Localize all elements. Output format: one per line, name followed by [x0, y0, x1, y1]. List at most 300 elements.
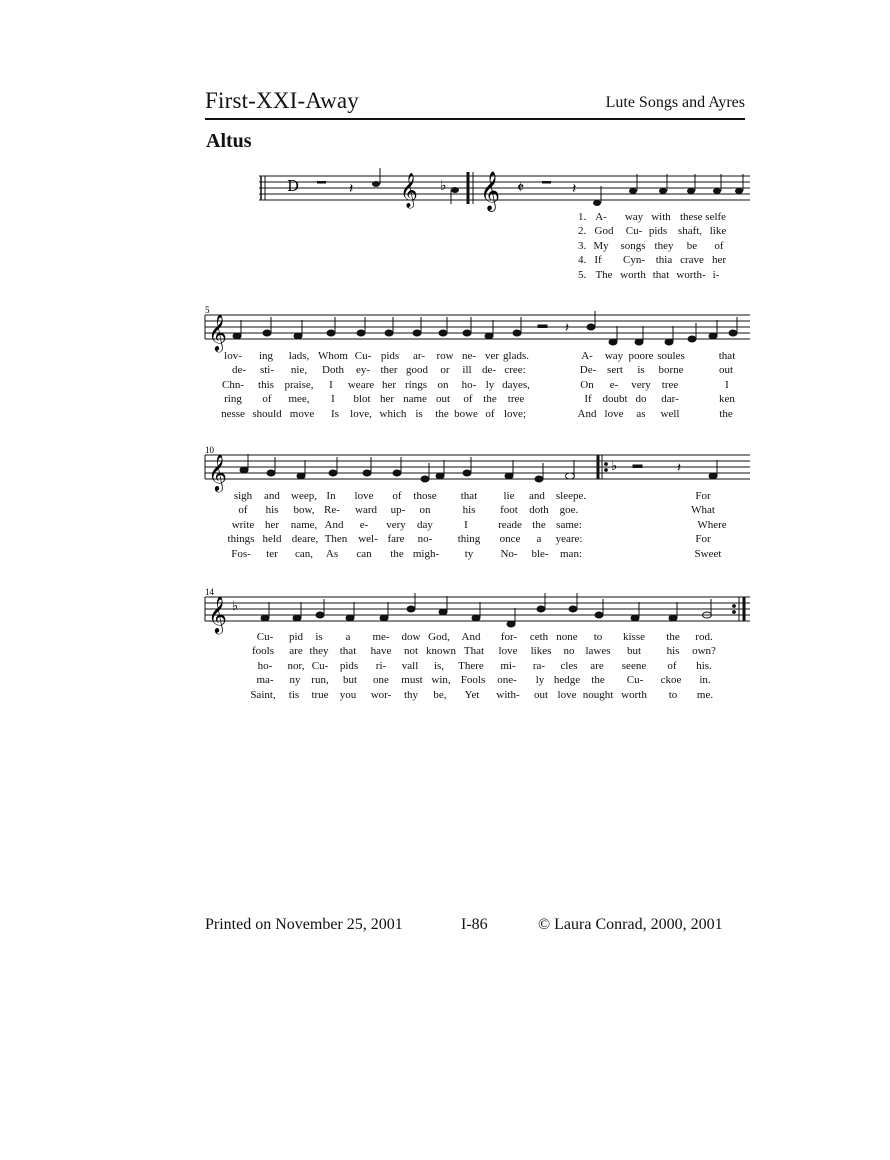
- lyric-syllable: love: [498, 645, 518, 658]
- lyric-syllable: doubt: [602, 393, 628, 406]
- lyric-syllable: dow: [401, 631, 421, 643]
- note: [735, 188, 743, 194]
- time-signature: 𝄵: [517, 178, 525, 197]
- treble-clef-icon: 𝄞: [480, 171, 501, 211]
- lyric-syllable: love: [604, 407, 624, 420]
- lyric-syllable: And: [461, 631, 481, 643]
- lyrics-system-1: [578, 210, 748, 282]
- lyric-syllable: seene: [621, 659, 647, 672]
- lyric-syllable: De-: [579, 364, 597, 377]
- lyric-syllable: ver: [484, 350, 500, 362]
- lyric-syllable: nor,: [287, 659, 305, 672]
- lyric-syllable: pids: [339, 659, 359, 672]
- lyric-syllable: with: [651, 211, 671, 223]
- lyric-syllable: me.: [696, 688, 714, 701]
- lyric-syllable: ring: [224, 393, 242, 406]
- lyric-syllable: very: [386, 518, 406, 531]
- lyric-syllable: once: [499, 533, 521, 546]
- lyric-syllable: glads.: [503, 350, 529, 362]
- part-name: Altus: [206, 130, 252, 152]
- note: [451, 187, 459, 193]
- lyric-syllable: of: [485, 407, 495, 420]
- lyric-syllable: very: [631, 378, 651, 391]
- lyric-syllable: have: [370, 645, 392, 658]
- verse-line: [203, 392, 750, 406]
- verse-line: [578, 268, 748, 282]
- verse-line: [203, 659, 750, 673]
- lyric-syllable: be: [686, 239, 698, 252]
- quarter-rest: 𝄽: [677, 461, 681, 476]
- footer-copyright: © Laura Conrad, 2000, 2001: [538, 916, 723, 933]
- quarter-rest: 𝄽: [565, 321, 569, 336]
- lyric-syllable: write: [231, 518, 255, 531]
- lyric-syllable: of: [714, 239, 724, 252]
- lyric-syllable: out: [718, 364, 734, 377]
- verse-line: [578, 253, 748, 267]
- lyric-syllable: Cu-: [256, 631, 274, 643]
- lyric-syllable: And: [324, 518, 344, 531]
- lyric-syllable: soules: [657, 350, 685, 362]
- lyric-syllable: lawes: [585, 645, 611, 658]
- treble-clef-icon: 𝄞: [208, 453, 227, 491]
- lyric-syllable: If: [594, 254, 602, 267]
- lyric-syllable: ken: [719, 393, 735, 406]
- verse-number: 4.: [578, 254, 587, 267]
- lyric-syllable: The: [595, 268, 613, 281]
- verse-line: [203, 630, 750, 644]
- lyric-syllable: of: [667, 659, 677, 672]
- measure-number: 5: [205, 305, 210, 315]
- verse-number: 5.: [578, 268, 587, 281]
- collection-title: Lute Songs and Ayres: [605, 94, 745, 111]
- lyric-syllable: goe.: [559, 504, 579, 517]
- lyric-syllable: Where: [697, 518, 727, 531]
- lyric-syllable: lads,: [288, 350, 310, 362]
- lyric-syllable: of: [262, 393, 272, 406]
- lyric-syllable: foot: [500, 504, 518, 517]
- lyric-syllable: name,: [290, 518, 318, 531]
- mensuration-sign: D: [287, 177, 300, 195]
- lyric-syllable: In: [326, 490, 336, 502]
- lyric-syllable: If: [584, 393, 592, 406]
- lyric-syllable: worth: [620, 268, 646, 281]
- lyric-syllable: tree: [507, 393, 525, 406]
- lyric-syllable: Chn-: [222, 378, 244, 391]
- lyric-syllable: I: [329, 378, 333, 391]
- staff-lines: [259, 176, 750, 200]
- note: [593, 200, 601, 206]
- lyric-syllable: ceth: [529, 631, 549, 643]
- lyric-syllable: What: [691, 504, 715, 517]
- lyric-syllable: are: [590, 659, 604, 672]
- lyric-syllable: must: [401, 674, 423, 687]
- lyric-syllable: one-: [497, 674, 517, 687]
- lyric-syllable: wor-: [370, 688, 392, 701]
- lyric-syllable: ly: [485, 378, 495, 391]
- staff-lines: [205, 315, 750, 339]
- lyric-syllable: out: [533, 688, 549, 701]
- lyric-syllable: I: [725, 378, 729, 391]
- lyric-syllable: sigh: [233, 490, 253, 502]
- lyric-syllable: ho-: [257, 659, 273, 672]
- lyric-syllable: mi-: [500, 659, 516, 672]
- lyric-syllable: Re-: [324, 504, 340, 517]
- lyric-syllable: Cu-: [354, 350, 372, 362]
- verse-line: [203, 644, 750, 658]
- lyric-syllable: For: [695, 490, 711, 502]
- lyric-syllable: dayes,: [502, 378, 530, 391]
- lyric-syllable: As: [325, 547, 339, 560]
- lyric-syllable: they: [654, 239, 674, 252]
- lyric-syllable: ckoe: [660, 674, 682, 687]
- lyric-syllable: de-: [231, 364, 247, 377]
- lyric-syllable: That: [463, 645, 485, 658]
- lyric-syllable: praise,: [284, 378, 314, 391]
- lyric-syllable: the: [666, 631, 680, 643]
- lyric-syllable: ne-: [461, 350, 477, 362]
- lyric-syllable: things: [227, 533, 255, 546]
- lyric-syllable: ny: [289, 674, 301, 687]
- lyric-syllable: this: [258, 378, 274, 391]
- lyric-syllable: but: [342, 674, 358, 687]
- verse-number: 3.: [578, 239, 587, 252]
- lyric-syllable: way: [604, 350, 624, 362]
- lyric-syllable: ble-: [531, 547, 549, 560]
- lyric-syllable: yeare:: [555, 533, 583, 546]
- lyric-syllable: own?: [692, 645, 716, 658]
- rest: [317, 181, 326, 184]
- flat-icon: ♭: [611, 459, 618, 474]
- lyric-syllable: ra-: [532, 659, 546, 672]
- lyric-syllable: love: [557, 688, 577, 701]
- lyric-syllable: they: [309, 645, 329, 658]
- lyric-syllable: doth: [529, 504, 549, 517]
- lyric-syllable: but: [626, 645, 642, 658]
- lyric-syllable: Then: [324, 533, 348, 546]
- lyric-syllable: that: [652, 268, 670, 281]
- lyric-syllable: out: [435, 393, 451, 406]
- lyric-syllable: his: [265, 504, 279, 517]
- footer-page-number: I-86: [461, 916, 488, 933]
- lyric-syllable: A-: [581, 350, 593, 362]
- lyric-syllable: and: [529, 490, 545, 502]
- music-staff-system-2: [203, 303, 750, 351]
- lyric-syllable: you: [339, 688, 357, 701]
- note: [713, 188, 721, 194]
- lyric-syllable: her: [264, 518, 280, 531]
- lyric-syllable: Fools: [460, 674, 486, 687]
- lyric-syllable: A-: [595, 211, 607, 223]
- verse-line: [203, 547, 750, 561]
- music-staff-system-3: [203, 443, 750, 491]
- song-title: First-XXI-Away: [205, 88, 359, 113]
- lyric-syllable: I: [331, 393, 335, 406]
- lyric-syllable: ly: [535, 674, 545, 687]
- treble-clef-icon: 𝄞: [208, 313, 227, 351]
- lyric-syllable: My: [593, 239, 609, 252]
- lyric-syllable: can,: [294, 547, 314, 560]
- note: [687, 188, 695, 194]
- lyric-syllable: bow,: [293, 504, 315, 517]
- lyric-syllable: row: [436, 350, 454, 362]
- lyric-syllable: love,: [350, 407, 372, 420]
- lyric-syllable: of: [392, 490, 402, 502]
- flat-icon: ♭: [232, 599, 239, 614]
- lyric-syllable: Saint,: [250, 688, 276, 701]
- lyric-syllable: I: [464, 518, 468, 531]
- lyric-syllable: ter: [266, 547, 278, 560]
- measure-number: 14: [205, 587, 214, 597]
- lyric-syllable: love: [354, 490, 374, 502]
- lyric-syllable: his: [666, 645, 680, 658]
- lyric-syllable: ty: [464, 547, 474, 560]
- lyric-syllable: one: [373, 674, 389, 687]
- verse-line: [203, 673, 750, 687]
- lyric-syllable: good: [406, 364, 428, 377]
- lyric-syllable: is: [415, 407, 423, 420]
- lyric-syllable: weare: [347, 378, 375, 391]
- lyric-syllable: for-: [500, 631, 518, 643]
- lyric-syllable: nie,: [290, 364, 308, 377]
- lyric-syllable: be,: [433, 688, 447, 701]
- lyric-syllable: thia: [655, 254, 673, 267]
- lyric-syllable: thy: [403, 688, 419, 701]
- lyric-syllable: pids: [380, 350, 400, 362]
- lyric-syllable: rod.: [695, 631, 713, 643]
- lyric-syllable: sti-: [259, 364, 275, 377]
- staff-lines: [205, 455, 750, 479]
- verse-line: [578, 224, 748, 238]
- lyric-syllable: or: [440, 364, 450, 377]
- lyric-syllable: as: [636, 407, 646, 420]
- lyric-syllable: the: [435, 407, 449, 420]
- measure-number: 10: [205, 445, 214, 455]
- lyric-syllable: nesse: [221, 407, 245, 420]
- flat-icon: ♭: [440, 178, 447, 194]
- lyric-syllable: Cu-: [626, 674, 644, 687]
- lyric-syllable: pid: [288, 631, 304, 643]
- lyric-syllable: No-: [500, 547, 518, 560]
- lyric-syllable: nought: [582, 688, 614, 701]
- note: [659, 188, 667, 194]
- lyric-syllable: is,: [433, 659, 445, 672]
- lyrics-system-4: [203, 630, 750, 702]
- lyric-syllable: with-: [496, 688, 520, 701]
- lyric-syllable: cles: [560, 659, 578, 672]
- lyric-syllable: songs: [620, 239, 646, 252]
- lyric-syllable: man:: [560, 547, 582, 560]
- lyric-syllable: For: [695, 533, 711, 546]
- lyric-syllable: migh-: [412, 547, 440, 560]
- lyric-syllable: that: [718, 350, 736, 362]
- lyric-syllable: ar-: [413, 350, 425, 362]
- lyric-syllable: of: [463, 393, 473, 406]
- lyric-syllable: that: [339, 645, 357, 658]
- lyric-syllable: borne: [658, 364, 684, 377]
- verse-line: [203, 503, 750, 517]
- lyric-syllable: deare,: [291, 533, 319, 546]
- lyric-syllable: e-: [359, 518, 369, 531]
- lyric-syllable: pids: [648, 225, 668, 238]
- lyric-syllable: run,: [311, 674, 329, 687]
- lyric-syllable: There: [458, 659, 484, 672]
- lyric-syllable: her: [381, 378, 397, 391]
- lyric-syllable: the: [390, 547, 404, 560]
- lyric-syllable: vall: [401, 659, 419, 672]
- lyric-syllable: worth: [621, 688, 647, 701]
- lyric-syllable: no-: [417, 533, 433, 546]
- lyric-syllable: sert: [607, 364, 623, 377]
- lyric-syllable: mee,: [288, 393, 310, 406]
- verse-line: [203, 518, 750, 532]
- notes: [261, 593, 712, 627]
- lyric-syllable: And: [577, 407, 597, 420]
- lyric-syllable: the: [532, 518, 546, 531]
- lyric-syllable: fare: [387, 533, 405, 546]
- verse-number: 1.: [578, 211, 587, 223]
- treble-clef-icon: 𝄞: [400, 173, 418, 208]
- verse-line: [203, 363, 750, 377]
- lyric-syllable: tis: [288, 688, 300, 701]
- lyric-syllable: Whom: [318, 350, 348, 362]
- lyric-syllable: God,: [428, 631, 450, 643]
- verse-number: 2.: [578, 225, 587, 238]
- lyric-syllable: poore: [628, 350, 654, 362]
- lyric-syllable: i-: [712, 268, 720, 281]
- lyric-syllable: no: [563, 645, 575, 658]
- lyric-syllable: Fos-: [231, 547, 251, 560]
- lyric-syllable: her: [711, 254, 727, 267]
- lyric-syllable: kisse: [623, 631, 645, 643]
- lyric-syllable: Sweet: [694, 547, 722, 560]
- lyric-syllable: e-: [609, 378, 619, 391]
- lyric-syllable: name: [403, 393, 427, 406]
- lyric-syllable: these selfe: [679, 211, 727, 223]
- lyric-syllable: none: [556, 631, 578, 643]
- lyric-syllable: that: [460, 490, 478, 502]
- lyric-syllable: ing: [258, 350, 274, 362]
- lyric-syllable: ill: [462, 364, 472, 377]
- lyric-syllable: way: [624, 211, 644, 223]
- lyric-syllable: his.: [696, 659, 712, 672]
- quarter-rest: 𝄽: [349, 181, 354, 197]
- lyric-syllable: win,: [431, 674, 451, 687]
- page-header: [205, 86, 745, 120]
- lyric-syllable: and: [264, 490, 280, 502]
- lyric-syllable: me-: [372, 631, 390, 643]
- lyric-syllable: like: [709, 225, 727, 238]
- verse-line: [203, 407, 750, 421]
- lyric-syllable: shaft,: [677, 225, 703, 238]
- lyric-syllable: the: [591, 674, 605, 687]
- lyric-syllable: is: [637, 364, 645, 377]
- lyric-syllable: her: [379, 393, 395, 406]
- lyric-syllable: up-: [390, 504, 406, 517]
- lyric-syllable: Yet: [464, 688, 480, 701]
- lyric-syllable: dar-: [661, 393, 679, 406]
- footer-printed-date: Printed on November 25, 2001: [205, 916, 403, 933]
- lyric-syllable: move: [289, 407, 315, 420]
- note: [372, 181, 380, 187]
- lyric-syllable: Cyn-: [623, 254, 645, 267]
- lyric-syllable: On: [580, 378, 594, 391]
- quarter-rest: 𝄽: [572, 181, 577, 197]
- lyric-syllable: God: [594, 225, 614, 238]
- lyric-syllable: wel-: [358, 533, 378, 546]
- treble-clef-icon: 𝄞: [208, 595, 227, 633]
- lyric-syllable: crave: [680, 254, 704, 267]
- lyric-syllable: Cu-: [625, 225, 643, 238]
- lyrics-system-2: [203, 349, 750, 421]
- lyric-syllable: lov-: [224, 350, 242, 362]
- notes: [240, 454, 717, 482]
- lyric-syllable: sleepe.: [555, 490, 587, 502]
- lyric-syllable: his: [462, 504, 476, 517]
- lyric-syllable: the: [719, 407, 733, 420]
- lyric-syllable: to: [668, 688, 678, 701]
- lyric-syllable: hedge: [553, 674, 581, 687]
- notes: [233, 311, 737, 345]
- lyric-syllable: Doth: [322, 364, 344, 377]
- lyric-syllable: to: [593, 631, 603, 643]
- lyrics-system-3: [203, 489, 750, 561]
- lyric-syllable: ri-: [375, 659, 387, 672]
- lyric-syllable: Is: [331, 407, 339, 420]
- lyric-syllable: weep,: [291, 490, 317, 502]
- lyric-syllable: are: [289, 645, 303, 658]
- lyric-syllable: worth-: [676, 268, 706, 281]
- verse-line: [578, 210, 748, 224]
- lyric-syllable: day: [417, 518, 433, 531]
- verse-line: [578, 239, 748, 253]
- lyric-syllable: de-: [481, 364, 497, 377]
- lyric-syllable: in.: [699, 674, 711, 687]
- rest: [542, 181, 551, 184]
- verse-line: [203, 532, 750, 546]
- lyric-syllable: not: [403, 645, 419, 658]
- lyric-syllable: lie: [503, 490, 515, 502]
- lyric-syllable: tree: [661, 378, 679, 391]
- lyric-syllable: ward: [355, 504, 377, 517]
- music-staff-system-1: [255, 158, 750, 210]
- lyric-syllable: should: [252, 407, 282, 420]
- lyric-syllable: a: [536, 533, 542, 546]
- lyric-syllable: of: [238, 504, 248, 517]
- lyric-syllable: rings: [405, 378, 427, 391]
- lyric-syllable: is: [315, 631, 323, 643]
- verse-line: [203, 378, 750, 392]
- lyric-syllable: love;: [504, 407, 526, 420]
- lyric-syllable: reade: [498, 518, 522, 531]
- verse-line: [203, 688, 750, 702]
- lyric-syllable: ma-: [256, 674, 274, 687]
- lyric-syllable: blot: [353, 393, 371, 406]
- lyric-syllable: the: [483, 393, 497, 406]
- lyric-syllable: likes: [530, 645, 552, 658]
- lyric-syllable: Cu-: [311, 659, 329, 672]
- lyric-syllable: ho-: [461, 378, 477, 391]
- lyric-syllable: those: [413, 490, 437, 502]
- lyric-syllable: on: [419, 504, 431, 517]
- lyric-syllable: on: [437, 378, 449, 391]
- lyric-syllable: which: [379, 407, 407, 420]
- verse-line: [203, 349, 750, 363]
- lyric-syllable: cree:: [504, 364, 526, 377]
- music-staff-system-4: [203, 585, 750, 633]
- lyric-syllable: well: [660, 407, 680, 420]
- lyric-syllable: same:: [556, 518, 582, 531]
- lyric-syllable: ey-: [355, 364, 371, 377]
